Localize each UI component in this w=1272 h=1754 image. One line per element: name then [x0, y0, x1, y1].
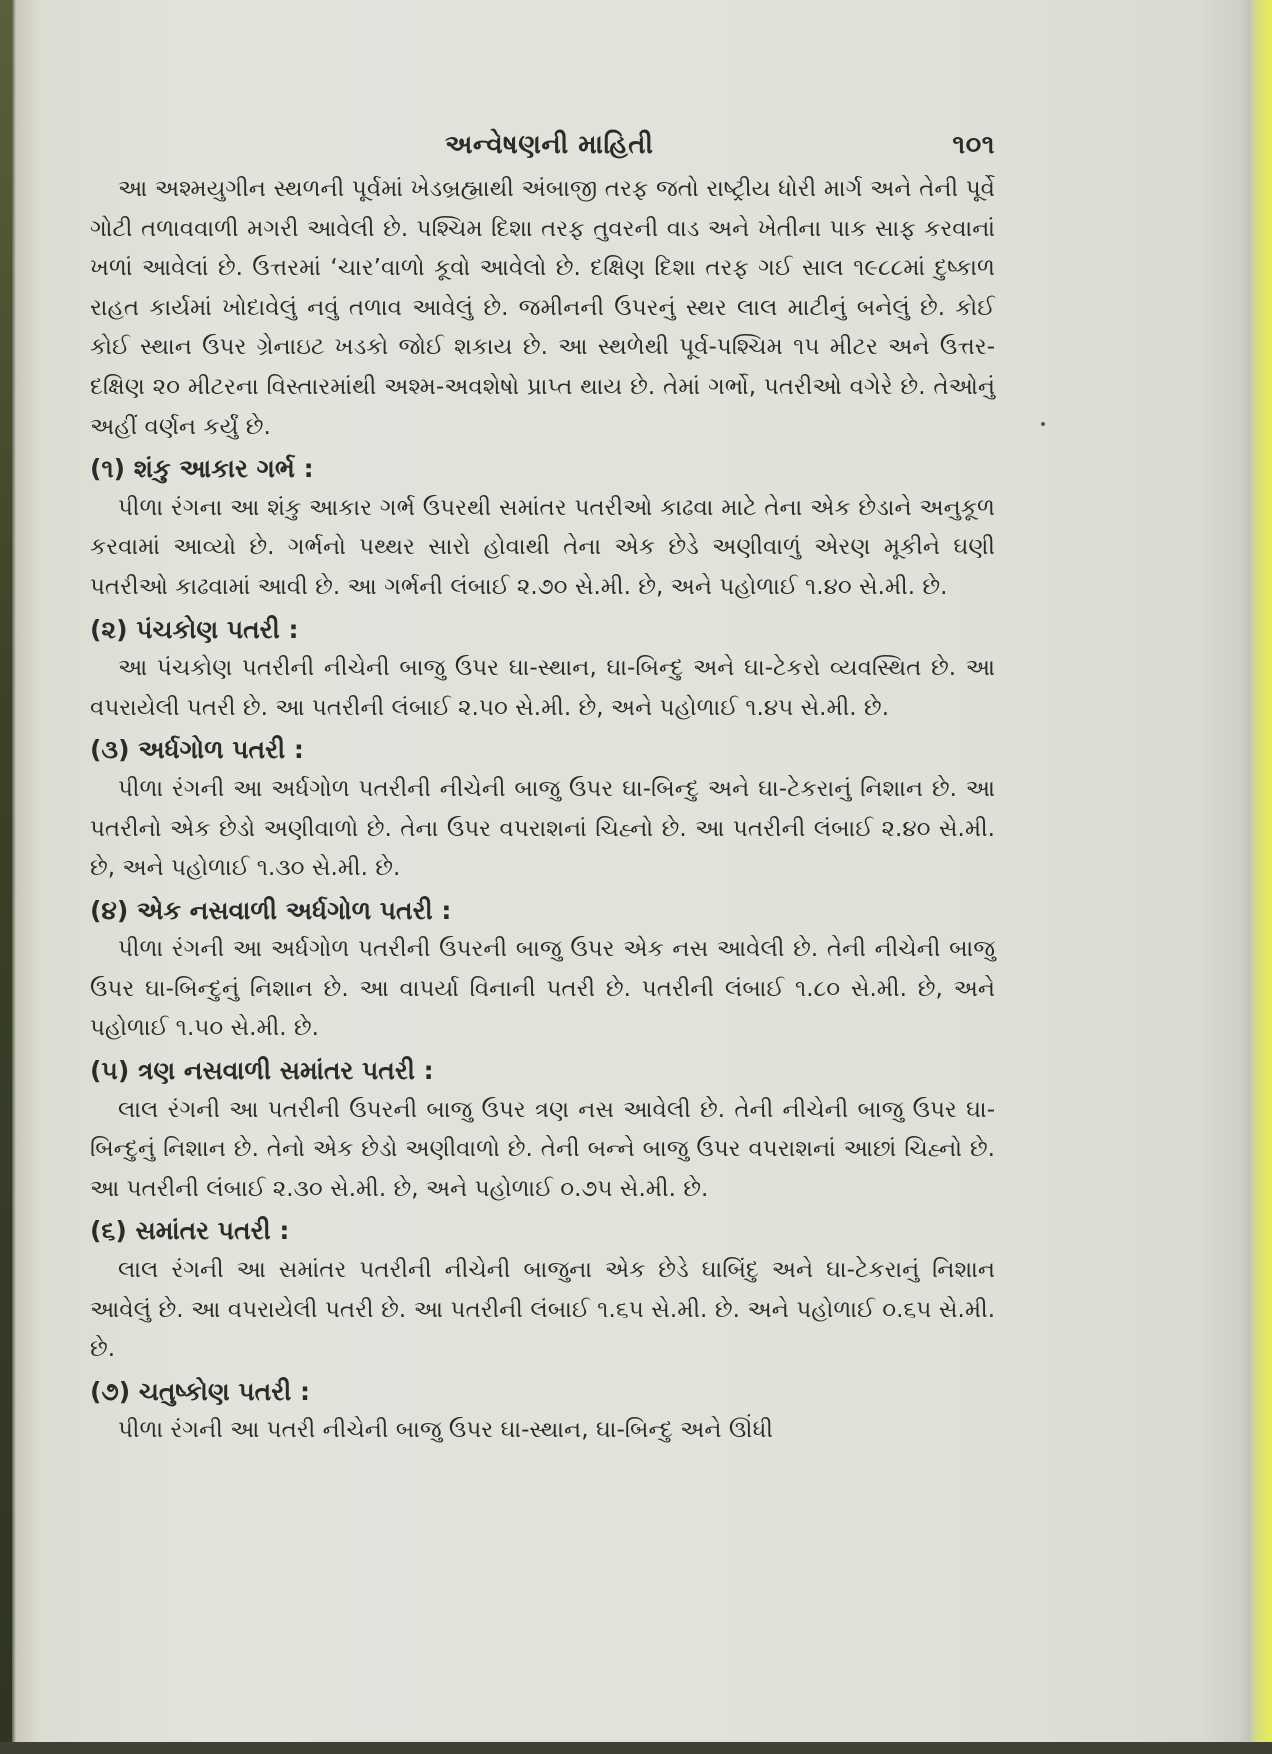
section-heading: (૫) ત્રણ નસવાળી સમાંતર પતરી :	[90, 1056, 434, 1086]
section-3	[90, 728, 995, 888]
section-heading: (૬) સમાંતર પતરી :	[90, 1216, 290, 1246]
section-2	[90, 608, 995, 729]
section-6	[90, 1209, 995, 1369]
section-heading: (૧) શંકુ આકાર ગર્ભ :	[90, 454, 314, 484]
scan-bottom-edge	[0, 1742, 1272, 1754]
section-body: પીળા રંગની આ અર્ધગોળ પતરીની નીચેની બાજુ ઉપર ઘા-બિન્દુ અને ઘા-ટેકરાનું નિશાન છે. આ પતરીનો એક છેડો અણીવાળો છે. તેના ઉપર વપરાશનાં ચિહ્નો છે. આ પતરીની લંબાઈ ૨.૪૦ સે.મી. છે, અને પહોળાઈ ૧.૩૦ સે.મી. છે.	[90, 775, 995, 882]
section-1	[90, 447, 995, 607]
section-body: લાલ રંગની આ સમાંતર પતરીની નીચેની બાજુના એક છેડે ઘાબિંદુ અને ઘા-ટેકરાનું નિશાન આવેલું છે. આ વપરાયેલી પતરી છે. આ પતરીની લંબાઈ ૧.૬૫ સે.મી. છે. અને પહોળાઈ ૦.૬૫ સે.મી. છે.	[90, 1257, 995, 1363]
section-heading: (૨) પંચકોણ પતરી :	[90, 614, 299, 644]
page-header	[90, 130, 995, 170]
section-heading: (૭) ચતુષ્કોણ પતરી :	[90, 1376, 310, 1406]
section-4	[90, 889, 995, 1049]
section-body: આ પંચકોણ પતરીની નીચેની બાજુ ઉપર ઘા-સ્થાન, ઘા-બિન્દુ અને ઘા-ટેકરો વ્યવસ્થિત છે. આ વપરાયેલી પતરી છે. આ પતરીની લંબાઈ ૨.૫૦ સે.મી. છે, અને પહોળાઈ ૧.૪૫ સે.મી. છે.	[90, 655, 995, 721]
page-number: ૧૦૧	[952, 130, 995, 160]
ink-speck	[1041, 422, 1045, 426]
section-body: પીળા રંગની આ પતરી નીચેની બાજુ ઉપર ઘા-સ્થાન, ઘા-બિન્દુ અને ઊંધી	[118, 1417, 773, 1444]
section-heading: (૩) અર્ધગોળ પતરી :	[90, 735, 304, 765]
running-head: અન્વેષણની માહિતી	[445, 130, 654, 160]
section-body: લાલ રંગની આ પતરીની ઉપરની બાજુ ઉપર ત્રણ નસ આવેલી છે. તેની નીચેની બાજુ ઉપર ઘા-બિન્દુનું નિશાન છે. તેનો એક છેડો અણીવાળો છે. તેની બન્ને બાજુ ઉપર વપરાશનાં આછાં ચિહ્નો છે. આ પતરીની લંબાઈ ૨.૩૦ સે.મી. છે, અને પહોળાઈ ૦.૭૫ સે.મી. છે.	[90, 1096, 995, 1202]
section-heading: (૪) એક નસવાળી અર્ધગોળ પતરી :	[90, 895, 452, 925]
section-5	[90, 1049, 995, 1209]
page-text-block	[90, 130, 995, 1451]
section-7	[90, 1370, 995, 1451]
scan-right-edge	[1250, 0, 1272, 1754]
scan-left-edge	[0, 0, 12, 1754]
intro-paragraph: આ અશ્મયુગીન સ્થળની પૂર્વમાં ખેડબ્રહ્માથી અંબાજી તરફ જતો રાષ્ટ્રીય ધોરી માર્ગ અને તેની પૂર્વે ગોટી તળાવવાળી મગરી આવેલી છે. પશ્ચિમ દિશા તરફ તુવરની વાડ અને ખેતીના પાક સાફ કરવાનાં ખળાં આવેલાં છે. ઉત્તરમાં ‘ચાર’વાળો કૂવો આવેલો છે. દક્ષિણ દિશા તરફ ગઈ સાલ ૧૯૮૮માં દુષ્કાળ રાહત કાર્યમાં ખોદાવેલું નવું તળાવ આવેલું છે. જમીનની ઉપરનું સ્થર લાલ માટીનું બનેલું છે. કોઈ કોઈ સ્થાન ઉપર ગ્રેનાઇટ ખડકો જોઈ શકાય છે. આ સ્થળેથી પૂર્વ-પશ્ચિમ ૧૫ મીટર અને ઉત્તર-દક્ષિણ ૨૦ મીટરના વિસ્તારમાંથી અશ્મ-અવશેષો પ્રાપ્ત થાય છે. તેમાં ગર્ભો, પતરીઓ વગેરે છે. તેઓનું અહીં વર્ણન કર્યું છે.	[90, 176, 995, 440]
section-body: પીળા રંગની આ અર્ધગોળ પતરીની ઉપરની બાજુ ઉપર એક નસ આવેલી છે. તેની નીચેની બાજુ ઉપર ઘા-બિન્દુનું નિશાન છે. આ વાપર્યા વિનાની પતરી છે. પતરીની લંબાઈ ૧.૮૦ સે.મી. છે, અને પહોળાઈ ૧.૫૦ સે.મી. છે.	[90, 936, 995, 1042]
section-body: પીળા રંગના આ શંકુ આકાર ગર્ભ ઉપરથી સમાંતર પતરીઓ કાઢવા માટે તેના એક છેડાને અનુકૂળ કરવામાં આવ્યો છે. ગર્ભનો પથ્થર સારો હોવાથી તેના એક છેડે અણીવાળું એરણ મૂકીને ઘણી પતરીઓ કાઢવામાં આવી છે. આ ગર્ભની લંબાઈ ૨.૭૦ સે.મી. છે, અને પહોળાઈ ૧.૪૦ સે.મી. છે.	[90, 494, 995, 600]
